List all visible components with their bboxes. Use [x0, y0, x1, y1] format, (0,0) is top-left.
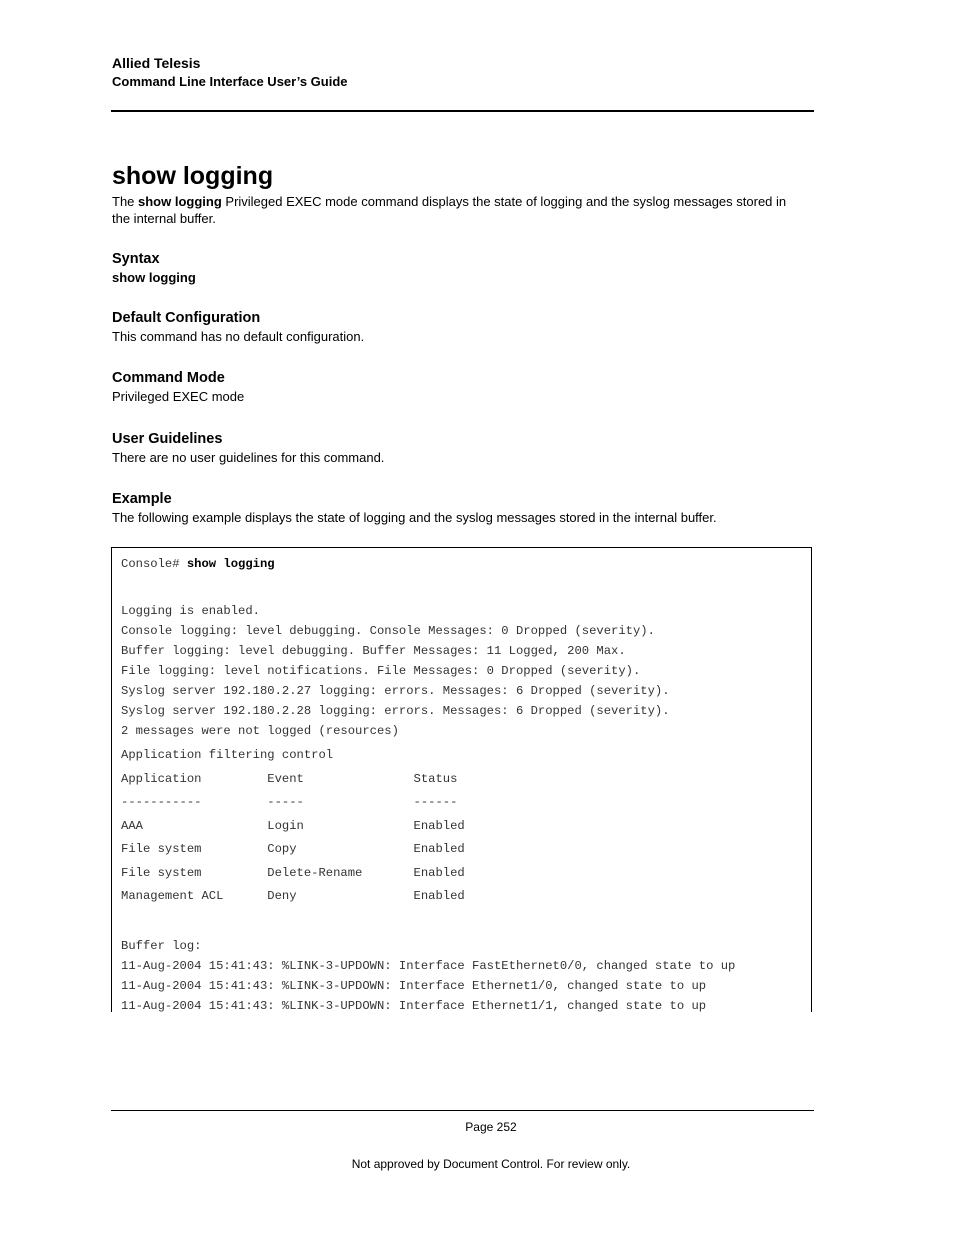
code-line: 11-Aug-2004 15:41:43: %LINK-3-UPDOWN: Interface Ethernet1/1, changed state to up: [121, 998, 707, 1013]
example-section: [112, 490, 812, 527]
example-heading: Example: [112, 491, 172, 507]
code-command-line: [121, 554, 811, 574]
header-divider: [111, 110, 814, 112]
user-guidelines-heading: User Guidelines: [112, 431, 223, 447]
code-line: Logging is enabled.: [121, 604, 260, 618]
intro-command: show logging: [138, 194, 222, 209]
syntax-body: show logging: [112, 270, 196, 285]
page-number: Page 252: [465, 1120, 517, 1134]
code-line: 11-Aug-2004 15:41:43: %LINK-3-UPDOWN: Interface Ethernet1/0, changed state to up: [121, 978, 707, 993]
default-configuration-heading: Default Configuration: [112, 310, 261, 326]
code-example-box: [111, 547, 812, 1012]
code-line: Application filtering control: [121, 748, 334, 762]
code-line: Application Event Status: [121, 771, 458, 786]
code-line: Syslog server 192.180.2.27 logging: errors. Messages: 6 Dropped (severity).: [121, 684, 670, 698]
code-line: ----------- ----- ------: [121, 795, 458, 809]
code-line: File system Copy Enabled: [121, 842, 465, 856]
user-guidelines-section: [112, 430, 812, 467]
example-body: The following example displays the state of logging and the syslog messages stored in the internal buffer.: [112, 510, 717, 525]
review-notice: Not approved by Document Control. For review only.: [351, 1157, 631, 1171]
syntax-section: [112, 250, 812, 287]
default-configuration-section: [112, 309, 812, 346]
page-title: show logging: [112, 162, 274, 190]
code-line: Buffer logging: level debugging. Buffer Messages: 11 Logged, 200 Max.: [121, 644, 626, 658]
code-line: File system Delete-Rename Enabled: [121, 865, 465, 880]
code-line: Syslog server 192.180.2.28 logging: errors. Messages: 6 Dropped (severity).: [121, 704, 670, 718]
syntax-heading: Syntax: [112, 251, 160, 267]
command-mode-heading: Command Mode: [112, 370, 225, 386]
code-line: File logging: level notifications. File Messages: 0 Dropped (severity).: [121, 664, 641, 678]
command-mode-section: [112, 369, 812, 406]
intro-prefix: The: [112, 194, 139, 209]
intro-paragraph: [112, 193, 802, 227]
command-mode-body: Privileged EXEC mode: [112, 389, 245, 404]
intro-suffix: Privileged EXEC mode command displays the state of logging and the syslog messages stored in the internal buffer.: [112, 194, 787, 226]
code-line: 11-Aug-2004 15:41:43: %LINK-3-UPDOWN: Interface FastEthernet0/0, changed state to up: [121, 958, 736, 973]
company-name: Allied Telesis: [112, 55, 201, 71]
code-line: Management ACL Deny Enabled: [121, 889, 465, 903]
code-status-block: [121, 601, 811, 741]
code-prompt: Console#: [121, 557, 187, 571]
code-buffer-block: [121, 936, 811, 1016]
guide-title: Command Line Interface User’s Guide: [112, 74, 348, 89]
code-line: 2 messages were not logged (resources): [121, 724, 399, 738]
code-line: Console logging: level debugging. Console Messages: 0 Dropped (severity).: [121, 624, 655, 638]
footer-divider: [111, 1110, 814, 1111]
user-guidelines-body: There are no user guidelines for this command.: [112, 450, 385, 465]
code-spacer: [121, 574, 811, 601]
main-content: [112, 160, 812, 527]
code-filter-block: [121, 744, 811, 909]
page-header: [112, 55, 348, 90]
code-line: Buffer log:: [121, 938, 202, 953]
code-spacer: [121, 909, 811, 936]
code-command: show logging: [186, 557, 275, 571]
code-line: AAA Login Enabled: [121, 818, 465, 833]
default-configuration-body: This command has no default configuration.: [112, 329, 365, 344]
